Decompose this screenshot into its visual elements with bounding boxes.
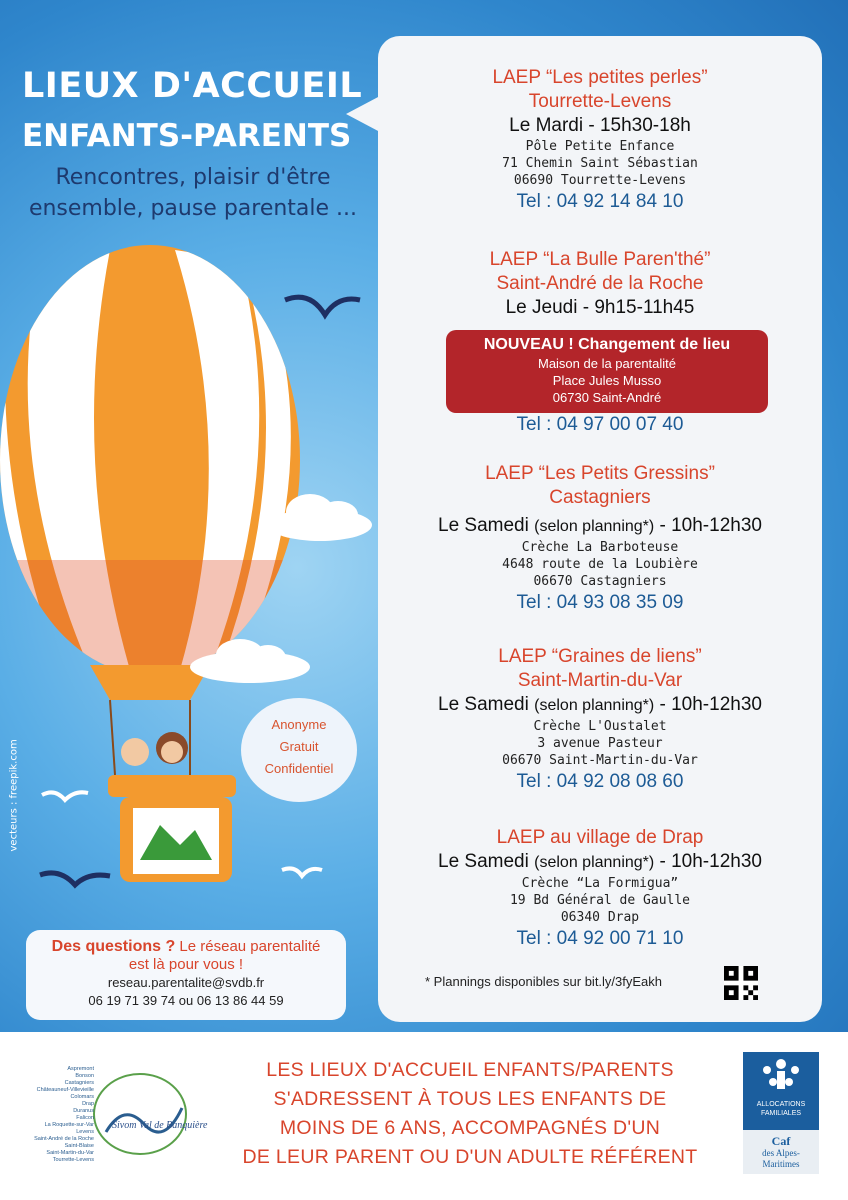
entry-phone[interactable]: Tel : 04 93 08 35 09 (516, 592, 684, 613)
town: La Roquette-sur-Var (44, 1122, 94, 1128)
entry-addr1: Crèche L'Oustalet (533, 719, 667, 734)
town: Aspremont (67, 1066, 94, 1072)
town: Castagniers (64, 1080, 94, 1086)
title-line-1: LIEUX D'ACCUEIL (22, 66, 363, 106)
contact-box (26, 930, 346, 1020)
caf-brand: Caf (771, 1134, 791, 1148)
sivom-name (112, 1120, 207, 1131)
town: Bonson (75, 1073, 94, 1079)
town: Châteauneuf-Villevieille (36, 1087, 94, 1093)
entry-day: Le Mardi (509, 115, 584, 136)
entry-name: LAEP au village de Drap (496, 827, 704, 848)
caf-line2: FAMILIALES (760, 1110, 802, 1117)
caf-family-icon (743, 1054, 819, 1100)
footer-line-1: LES LIEUX D'ACCUEIL ENFANTS/PARENTS (266, 1059, 674, 1081)
entry-phone[interactable]: Tel : 04 97 00 07 40 (516, 414, 684, 435)
entry-planning: (selon planning*) (534, 854, 655, 871)
entry-schedule: Le Mardi - 15h30-18h (509, 115, 691, 136)
entry-place: Castagniers (549, 487, 651, 508)
entry-schedule: Le Samedi (selon planning*) - 10h-12h30 (438, 851, 762, 872)
new-location-line3: 06730 Saint-André (552, 390, 662, 405)
entry-hours: 15h30-18h (599, 115, 691, 136)
town: Levens (76, 1129, 94, 1135)
contact-line2: est là pour vous ! (128, 956, 244, 973)
laep-entry-1 (378, 66, 822, 215)
qr-code-icon[interactable] (724, 966, 758, 1000)
laep-entry-5 (378, 826, 822, 952)
entry-addr3: 06690 Tourrette-Levens (513, 173, 687, 188)
entry-name: LAEP “La Bulle Paren'thé” (489, 249, 711, 270)
town: Duranus (73, 1108, 94, 1114)
badge-gratuit: Gratuit (279, 739, 319, 754)
town: Colomars (70, 1094, 94, 1100)
entry-addr2: 3 avenue Pasteur (537, 736, 663, 751)
entry-schedule: Le Samedi (selon planning*) - 10h-12h30 (438, 515, 762, 536)
caf-line1: ALLOCATIONS (756, 1101, 806, 1108)
laep-entry-2-phone (378, 412, 822, 438)
entry-day: Le Jeudi (505, 297, 578, 318)
entry-planning: (selon planning*) (534, 518, 655, 535)
entry-hours: 10h-12h30 (671, 694, 762, 715)
footer-line-3: MOINS DE 6 ANS, ACCOMPAGNÉS D'UN (279, 1117, 661, 1139)
sivom-word: Sivom (112, 1120, 137, 1131)
question-bold: Des questions ? (51, 938, 176, 955)
new-location-box (446, 330, 768, 413)
question-rest: Le réseau parentalité (179, 938, 321, 955)
entry-name: LAEP “Graines de liens” (498, 646, 702, 667)
vector-credit (4, 716, 26, 856)
entry-hours: 10h-12h30 (671, 515, 762, 536)
entry-hours: 9h15-11h45 (594, 297, 695, 318)
entry-addr2: 4648 route de la Loubière (502, 557, 698, 572)
entry-addr3: 06670 Castagniers (533, 574, 667, 589)
caf-text-allocations (743, 1100, 819, 1118)
entry-hours: 10h-12h30 (671, 851, 762, 872)
subtitle-line-1: Rencontres, plaisir d'être (55, 165, 331, 190)
contact-email[interactable]: reseau.parentalite@svdb.fr (107, 975, 265, 990)
entry-phone[interactable]: Tel : 04 92 08 08 60 (516, 771, 684, 792)
entry-schedule: Le Samedi (selon planning*) - 10h-12h30 (438, 694, 762, 715)
entry-addr2: 71 Chemin Saint Sébastian (502, 156, 698, 171)
info-badge (241, 698, 357, 802)
entry-addr1: Crèche La Barboteuse (521, 540, 679, 555)
entry-place: Saint-Martin-du-Var (517, 670, 683, 691)
contact-phones: 06 19 71 39 74 ou 06 13 86 44 59 (88, 993, 284, 1008)
entry-addr2: 19 Bd Général de Gaulle (509, 893, 690, 908)
contact-question (26, 938, 346, 956)
plannings-note[interactable]: * Plannings disponibles sur bit.ly/3fyEakh (425, 974, 663, 989)
town: Saint-Blaise (64, 1143, 94, 1149)
sivom-towns (14, 1066, 94, 1164)
entry-addr1: Crèche “La Formigua” (521, 876, 679, 891)
entry-phone[interactable]: Tel : 04 92 00 71 10 (516, 928, 684, 949)
entry-day: Le Samedi (438, 851, 529, 872)
caf-region2: Maritimes (762, 1159, 800, 1169)
caf-logo (743, 1052, 819, 1174)
caf-region1: des Alpes- (762, 1148, 800, 1158)
subtitle (18, 162, 368, 224)
entry-name: LAEP “Les petites perles” (492, 67, 708, 88)
entry-day: Le Samedi (438, 694, 529, 715)
sivom-word2: Val de Banquière (138, 1120, 208, 1131)
town: Falicon (76, 1115, 94, 1121)
town: Tourrette-Levens (52, 1157, 94, 1163)
entry-phone[interactable]: Tel : 04 92 14 84 10 (516, 191, 684, 212)
entry-place: Saint-André de la Roche (496, 273, 704, 294)
town: Saint-Martin-du-Var (46, 1150, 94, 1156)
laep-entry-2 (378, 248, 822, 320)
badge-anonyme: Anonyme (271, 717, 327, 732)
new-location-line2: Place Jules Musso (552, 373, 662, 388)
entry-name: LAEP “Les Petits Gressins” (485, 463, 715, 484)
laep-entry-4 (378, 645, 822, 795)
footer-line-2: S'ADRESSENT À TOUS LES ENFANTS DE (273, 1088, 667, 1110)
new-location-line1: Maison de la parentalité (537, 356, 677, 371)
entry-day: Le Samedi (438, 515, 529, 536)
entry-addr3: 06670 Saint-Martin-du-Var (502, 753, 698, 768)
new-location-heading: NOUVEAU ! Changement de lieu (483, 336, 731, 353)
laep-entry-3 (378, 462, 822, 616)
caf-region (743, 1148, 819, 1170)
footer-statement (196, 1056, 744, 1172)
badge-confidentiel: Confidentiel (264, 761, 334, 776)
entry-place: Tourrette-Levens (528, 91, 672, 112)
footer-line-4: DE LEUR PARENT OU D'UN ADULTE RÉFÉRENT (242, 1146, 698, 1168)
entry-planning: (selon planning*) (534, 697, 655, 714)
town: Drap (82, 1101, 94, 1107)
credit-text: vecteurs : freepik.com (8, 739, 20, 852)
subtitle-line-2: ensemble, pause parentale ... (28, 196, 358, 221)
town: Saint-André de la Roche (34, 1136, 94, 1142)
entry-schedule: Le Jeudi - 9h15-11h45 (505, 297, 695, 318)
entry-addr3: 06340 Drap (560, 910, 640, 925)
entry-addr1: Pôle Petite Enfance (525, 139, 675, 154)
title-line-2: ENFANTS-PARENTS (22, 118, 352, 154)
speech-bubble-tail (346, 96, 380, 132)
